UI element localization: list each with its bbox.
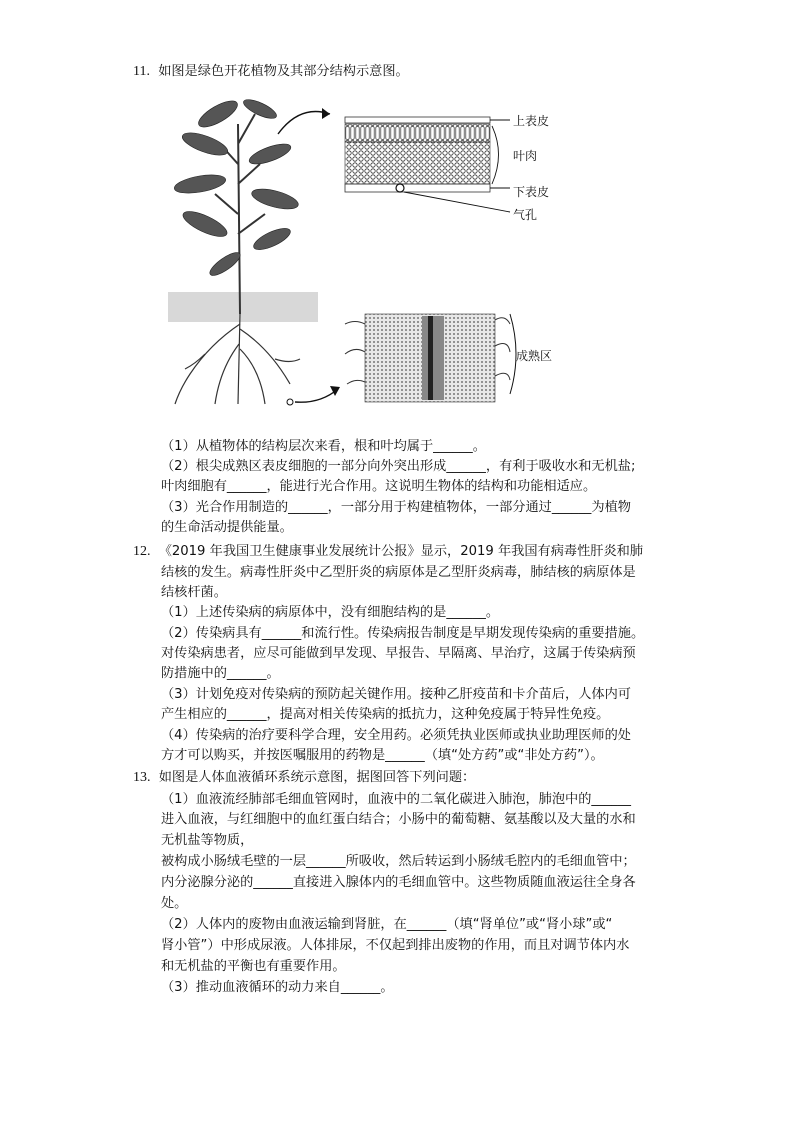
q12-number: 12. [133, 544, 151, 559]
plant-structure-figure [160, 84, 600, 429]
q12-heading [133, 542, 643, 561]
q11-line-3: 叶肉细胞有______，能进行光合作用。这说明生物体的结构和功能相适应。 [161, 479, 597, 494]
q13-number: 13. [133, 770, 151, 785]
q13-heading [133, 768, 475, 787]
q13-line-4: 被构成小肠绒毛壁的一层______所吸收，然后转运到小肠绒毛腔内的毛细血管中； [161, 854, 636, 869]
root-arrow [295, 389, 338, 402]
q13-line-7: （2）人体内的废物由血液运输到肾脏，在______（填“肾单位”或“肾小球”或“ [161, 917, 613, 932]
q12-stem-3: 结核杆菌。 [161, 585, 227, 600]
label-lower-epidermis: 下表皮 [513, 185, 550, 199]
q13-line-2: 进入血液，与红细胞中的血红蛋白结合；小肠中的葡萄糖、氨基酸以及大量的水和 [161, 812, 636, 827]
q12-line-3: 对传染病患者，应尽可能做到早发现、早报告、早隔离、早治疗，这属于传染病预 [161, 646, 636, 661]
q11-line-2: （2）根尖成熟区表皮细胞的一部分向外突出形成______，有利于吸收水和无机盐; [161, 459, 636, 474]
soil [168, 292, 318, 322]
q13-line-5: 内分泌腺分泌的______直接进入腺体内的毛细血管中。这些物质随血液运往全身各 [161, 875, 636, 890]
q12-line-7: （4）传染病的治疗要科学合理，安全用药。必须凭执业医师或执业助理医师的处 [161, 728, 631, 743]
roots [175, 314, 300, 404]
label-mature-zone: 成熟区 [516, 349, 553, 363]
q12-line-1: （1）上述传染病的病原体中，没有细胞结构的是______。 [161, 605, 500, 620]
q12-line-8: 方才可以购买，并按医嘱服用的药物是______（填“处方药”或“非处方药”）。 [161, 748, 604, 763]
root-mature-zone [345, 314, 516, 402]
label-upper-epidermis: 上表皮 [513, 114, 550, 128]
q11-line-1: （1）从植物体的结构层次来看，根和叶均属于______。 [161, 439, 486, 454]
q12-stem-1: 《2019 年我国卫生健康事业发展统计公报》显示，2019 年我国有病毒性肝炎和肺 [158, 544, 644, 559]
label-stoma: 气孔 [513, 208, 538, 222]
q11-stem: 如图是绿色开花植物及其部分结构示意图。 [158, 64, 409, 79]
label-mesophyll: 叶肉 [513, 149, 538, 163]
q11-line-4: （3）光合作用制造的______，一部分用于构建植物体，一部分通过______为植物 [161, 500, 631, 515]
leaf-cross-section [345, 117, 490, 192]
q12-line-4: 防措施中的______。 [161, 666, 280, 681]
q12-stem-2: 结核的发生。病毒性肝炎中乙型肝炎的病原体是乙型肝炎病毒，肺结核的病原体是 [161, 565, 636, 580]
q13-line-6: 处。 [161, 896, 188, 911]
q11-line-5: 的生命活动提供能量。 [161, 520, 293, 535]
q13-stem: 如图是人体血液循环系统示意图，据图回答下列问题： [158, 770, 476, 785]
q13-line-10: （3）推动血液循环的动力来自______。 [161, 980, 394, 995]
plant-illustration [168, 96, 318, 404]
q11-heading [133, 62, 409, 81]
q13-line-9: 和无机盐的平衡也有重要作用。 [161, 959, 346, 974]
q13-line-1: （1）血液流经肺部毛细血管网时，血液中的二氧化碳进入肺泡，肺泡中的______ [161, 792, 631, 807]
q12-line-6: 产生相应的______，提高对相关传染病的抵抗力，这种免疫属于特异性免疫。 [161, 707, 610, 722]
q12-line-2: （2）传染病具有______和流行性。传染病报告制度是早期发现传染病的重要措施。 [161, 626, 645, 641]
q12-line-5: （3）计划免疫对传染病的预防起关键作用。接种乙肝疫苗和卡介苗后，人体内可 [161, 687, 631, 702]
q13-line-8: 肾小管”）中形成尿液。人体排尿，不仅起到排出废物的作用，而且对调节体内水 [161, 938, 630, 953]
q11-number: 11. [133, 64, 150, 79]
q13-line-3: 无机盐等物质， [161, 833, 254, 848]
